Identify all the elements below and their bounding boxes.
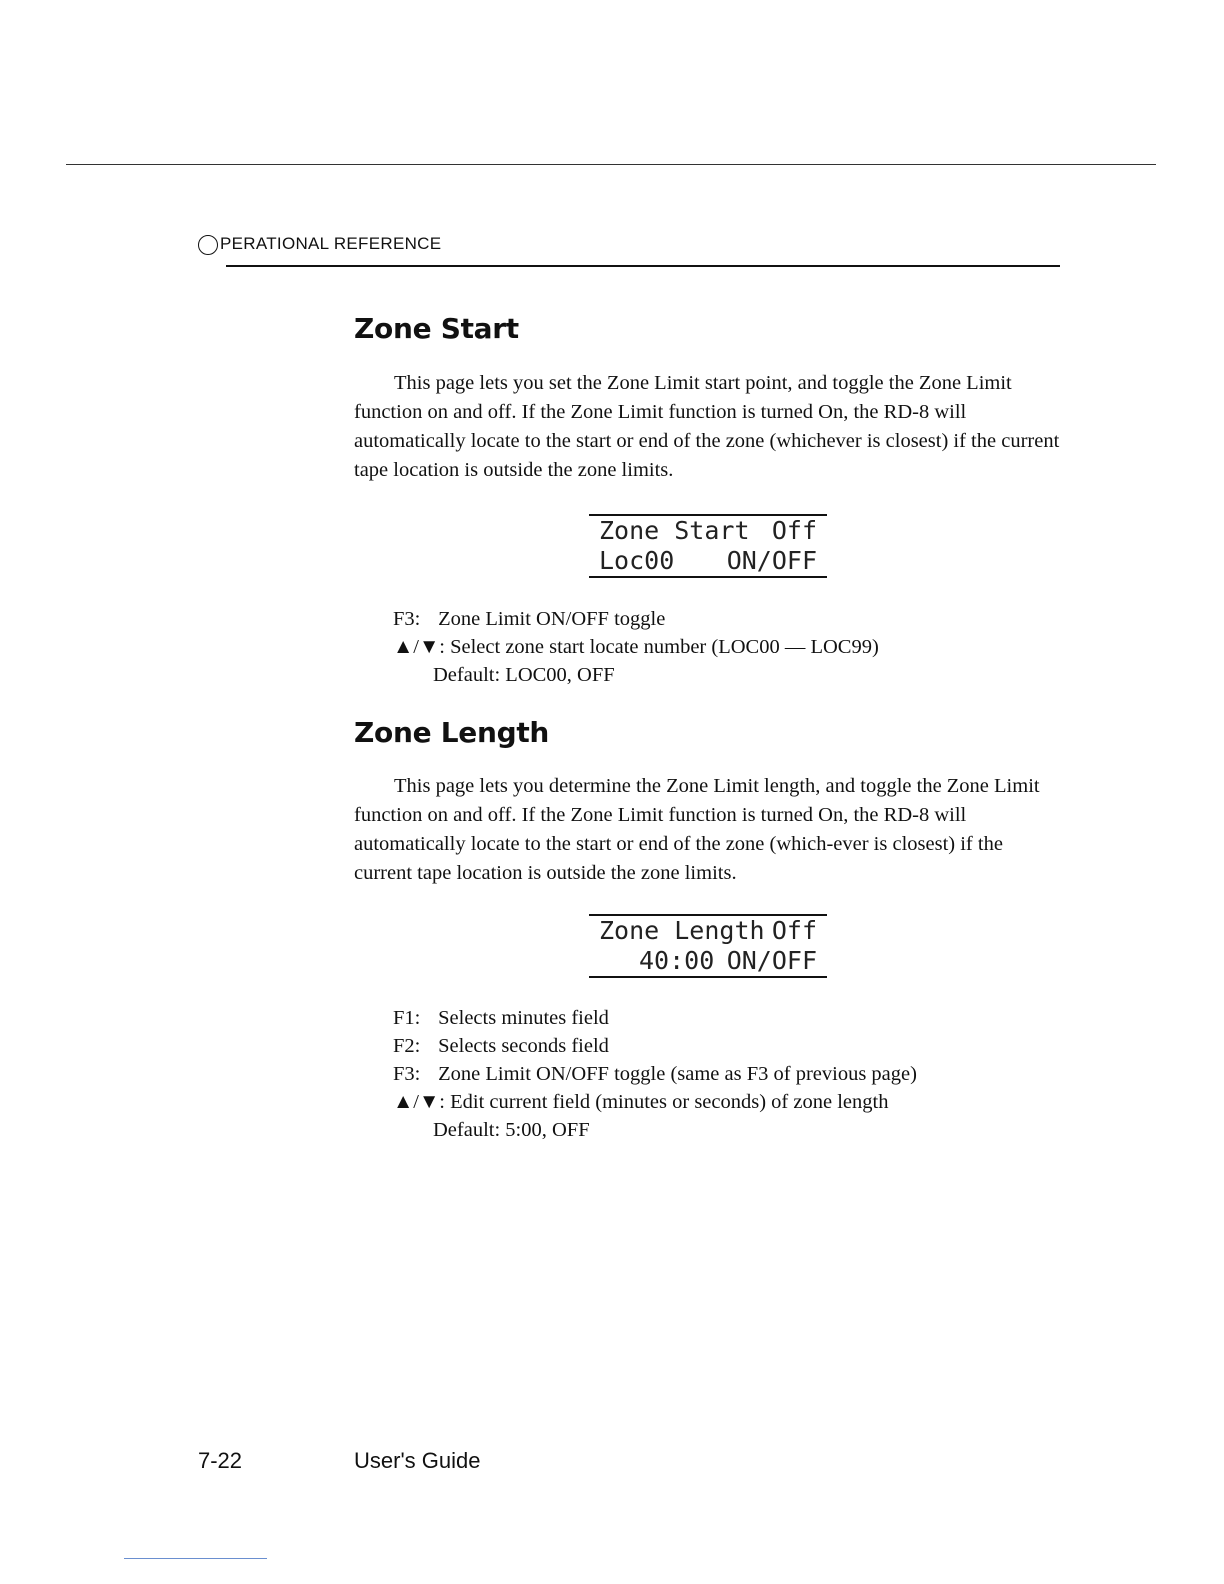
bottom-rule: [124, 1558, 267, 1559]
zone-start-key-list: [393, 605, 879, 689]
key-item: F1: Selects minutes field: [393, 1007, 609, 1029]
lcd-row2-left: Loc00: [599, 546, 675, 575]
default-value: Default: LOC00, OFF: [433, 664, 615, 686]
key-item: ▲/▼: Edit current field (minutes or seconds) of zone length: [393, 1091, 889, 1113]
key-item: F3: Zone Limit ON/OFF toggle (same as F3 of previous page): [393, 1063, 917, 1085]
lcd-row2-right: ON/OFF: [726, 546, 817, 575]
header-rule: [226, 265, 1060, 267]
lcd-row1-left: Zone Start: [599, 516, 750, 545]
header-title: PERATIONAL REFERENCE: [220, 234, 442, 253]
lcd-row2-right: ON/OFF: [726, 946, 817, 975]
zone-length-lcd-display: [589, 914, 827, 978]
key-item: F3: Zone Limit ON/OFF toggle: [393, 608, 666, 630]
lcd-row1-left: Zone Length: [599, 916, 765, 945]
lcd-row: [599, 546, 817, 576]
footer-guide-title: User's Guide: [354, 1448, 481, 1473]
lcd-row1-right: Off: [771, 916, 817, 945]
lcd-row2-left: 40:00: [639, 946, 715, 975]
header-initial-circle: [198, 235, 218, 255]
lcd-row1-right: Off: [771, 516, 817, 545]
zone-start-heading: Zone Start: [354, 312, 519, 345]
page-number: 7-22: [198, 1448, 243, 1473]
zone-start-paragraph: This page lets you set the Zone Limit start point, and toggle the Zone Limit function on and off. If the Zone Limit function is turned On, the RD-8 will automatically locate to the start or end of the zone (whichever is closest) if the current tape location is outside the zone limits.: [354, 372, 1060, 481]
zone-length-key-list: [393, 1004, 917, 1144]
zone-length-paragraph: This page lets you determine the Zone Limit length, and toggle the Zone Limit function on and off. If the Zone Limit function is turned On, the RD-8 will automatically locate to the start or end of the zone (which-ever is closest) if the current tape location is outside the zone limits.: [354, 775, 1040, 884]
key-item: ▲/▼: Select zone start locate number (LOC00 — LOC99): [393, 636, 879, 658]
lcd-row: [599, 916, 817, 946]
lcd-row: [599, 946, 817, 976]
default-value: Default: 5:00, OFF: [433, 1119, 590, 1141]
key-item: F2: Selects seconds field: [393, 1035, 609, 1057]
zone-length-heading: Zone Length: [354, 716, 550, 749]
running-header: [198, 234, 441, 255]
lcd-row: [599, 516, 817, 546]
zone-start-lcd-display: [589, 514, 827, 578]
top-rule: [66, 164, 1156, 165]
